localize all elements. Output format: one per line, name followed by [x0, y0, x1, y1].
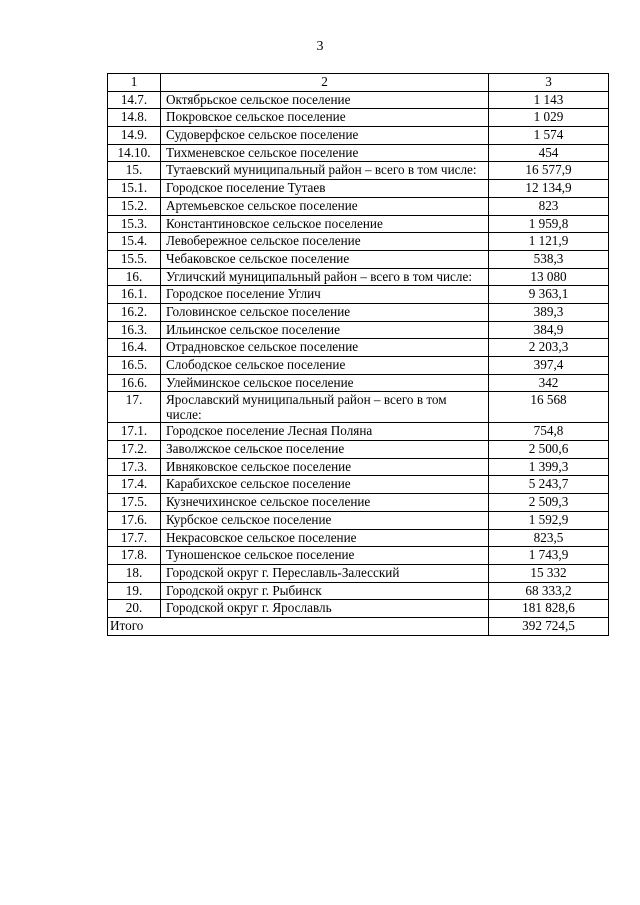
row-name: Левобережное сельское поселение — [161, 233, 489, 251]
row-number: 17.2. — [108, 441, 161, 459]
column-header-number: 1 — [108, 74, 161, 92]
row-value: 1 399,3 — [489, 458, 609, 476]
row-number: 16.3. — [108, 321, 161, 339]
column-header-name: 2 — [161, 74, 489, 92]
table-row — [108, 339, 609, 357]
row-value: 397,4 — [489, 357, 609, 375]
row-number: 19. — [108, 582, 161, 600]
row-value: 2 203,3 — [489, 339, 609, 357]
row-name: Слободское сельское поселение — [161, 357, 489, 375]
row-value: 12 134,9 — [489, 180, 609, 198]
column-header-value: 3 — [489, 74, 609, 92]
data-table — [107, 73, 609, 636]
row-number: 15.2. — [108, 197, 161, 215]
row-value: 1 959,8 — [489, 215, 609, 233]
row-number: 17.8. — [108, 547, 161, 565]
row-name: Артемьевское сельское поселение — [161, 197, 489, 215]
row-name: Судоверфское сельское поселение — [161, 127, 489, 145]
row-value: 384,9 — [489, 321, 609, 339]
row-value: 1 143 — [489, 91, 609, 109]
table-row — [108, 268, 609, 286]
page-number: 3 — [316, 39, 324, 54]
row-number: 16.6. — [108, 374, 161, 392]
row-name: Городской округ г. Ярославль — [161, 600, 489, 618]
row-number: 17. — [108, 392, 161, 423]
table-row — [108, 392, 609, 423]
table-row — [108, 582, 609, 600]
row-number: 14.10. — [108, 144, 161, 162]
total-value: 392 724,5 — [489, 617, 609, 635]
table-row — [108, 494, 609, 512]
row-name: Кузнечихинское сельское поселение — [161, 494, 489, 512]
row-name: Ярославский муниципальный район – всего в том числе: — [161, 392, 489, 423]
row-number: 17.6. — [108, 511, 161, 529]
row-number: 15.3. — [108, 215, 161, 233]
table-row — [108, 180, 609, 198]
row-value: 454 — [489, 144, 609, 162]
table-row — [108, 547, 609, 565]
row-number: 17.3. — [108, 458, 161, 476]
row-name: Городской округ г. Рыбинск — [161, 582, 489, 600]
row-number: 14.9. — [108, 127, 161, 145]
row-value: 16 568 — [489, 392, 609, 423]
row-value: 2 509,3 — [489, 494, 609, 512]
table-row — [108, 600, 609, 618]
table-row — [108, 162, 609, 180]
table-row — [108, 476, 609, 494]
row-number: 16.4. — [108, 339, 161, 357]
total-label: Итого — [108, 617, 489, 635]
row-name: Ивняковское сельское поселение — [161, 458, 489, 476]
row-name: Городское поселение Углич — [161, 286, 489, 304]
table-row — [108, 286, 609, 304]
table-row — [108, 529, 609, 547]
table-row — [108, 233, 609, 251]
table-row — [108, 250, 609, 268]
row-number: 16.1. — [108, 286, 161, 304]
row-value: 2 500,6 — [489, 441, 609, 459]
table-row — [108, 197, 609, 215]
row-number: 15.4. — [108, 233, 161, 251]
row-value: 181 828,6 — [489, 600, 609, 618]
row-name: Карабихское сельское поселение — [161, 476, 489, 494]
row-number: 17.4. — [108, 476, 161, 494]
row-value: 1 743,9 — [489, 547, 609, 565]
row-number: 14.8. — [108, 109, 161, 127]
table-row — [108, 511, 609, 529]
total-row — [108, 617, 609, 635]
row-name: Городской округ г. Переславль-Залесский — [161, 564, 489, 582]
row-value: 1 029 — [489, 109, 609, 127]
row-value: 389,3 — [489, 303, 609, 321]
row-name: Заволжское сельское поселение — [161, 441, 489, 459]
row-value: 68 333,2 — [489, 582, 609, 600]
row-number: 15. — [108, 162, 161, 180]
row-number: 14.7. — [108, 91, 161, 109]
row-value: 342 — [489, 374, 609, 392]
table-row — [108, 423, 609, 441]
row-name: Городское поселение Лесная Поляна — [161, 423, 489, 441]
row-value: 16 577,9 — [489, 162, 609, 180]
row-value: 5 243,7 — [489, 476, 609, 494]
row-name: Курбское сельское поселение — [161, 511, 489, 529]
table-row — [108, 144, 609, 162]
row-name: Тихменевское сельское поселение — [161, 144, 489, 162]
row-name: Отрадновское сельское поселение — [161, 339, 489, 357]
row-name: Городское поселение Тутаев — [161, 180, 489, 198]
table-row — [108, 109, 609, 127]
row-value: 754,8 — [489, 423, 609, 441]
row-name: Тутаевский муниципальный район – всего в том числе: — [161, 162, 489, 180]
row-name: Туношенское сельское поселение — [161, 547, 489, 565]
row-value: 1 574 — [489, 127, 609, 145]
row-number: 15.5. — [108, 250, 161, 268]
row-value: 823 — [489, 197, 609, 215]
row-value: 538,3 — [489, 250, 609, 268]
row-number: 17.5. — [108, 494, 161, 512]
row-number: 17.7. — [108, 529, 161, 547]
row-name: Чебаковское сельское поселение — [161, 250, 489, 268]
table-body — [108, 74, 609, 636]
row-value: 15 332 — [489, 564, 609, 582]
table-row — [108, 321, 609, 339]
row-value: 823,5 — [489, 529, 609, 547]
row-number: 16.5. — [108, 357, 161, 375]
row-value: 1 121,9 — [489, 233, 609, 251]
table-row — [108, 215, 609, 233]
row-number: 17.1. — [108, 423, 161, 441]
row-number: 20. — [108, 600, 161, 618]
row-number: 16.2. — [108, 303, 161, 321]
row-name: Ильинское сельское поселение — [161, 321, 489, 339]
row-value: 9 363,1 — [489, 286, 609, 304]
table-row — [108, 303, 609, 321]
row-name: Головинское сельское поселение — [161, 303, 489, 321]
row-name: Угличский муниципальный район – всего в том числе: — [161, 268, 489, 286]
table-row — [108, 91, 609, 109]
row-name: Константиновское сельское поселение — [161, 215, 489, 233]
row-name: Покровское сельское поселение — [161, 109, 489, 127]
row-number: 15.1. — [108, 180, 161, 198]
table-row — [108, 441, 609, 459]
table-row — [108, 458, 609, 476]
row-name: Октябрьское сельское поселение — [161, 91, 489, 109]
row-number: 18. — [108, 564, 161, 582]
table-row — [108, 564, 609, 582]
table-row — [108, 374, 609, 392]
table-row — [108, 357, 609, 375]
table-row — [108, 127, 609, 145]
row-number: 16. — [108, 268, 161, 286]
row-value: 13 080 — [489, 268, 609, 286]
row-value: 1 592,9 — [489, 511, 609, 529]
row-name: Улейминское сельское поселение — [161, 374, 489, 392]
table-header-row — [108, 74, 609, 92]
row-name: Некрасовское сельское поселение — [161, 529, 489, 547]
